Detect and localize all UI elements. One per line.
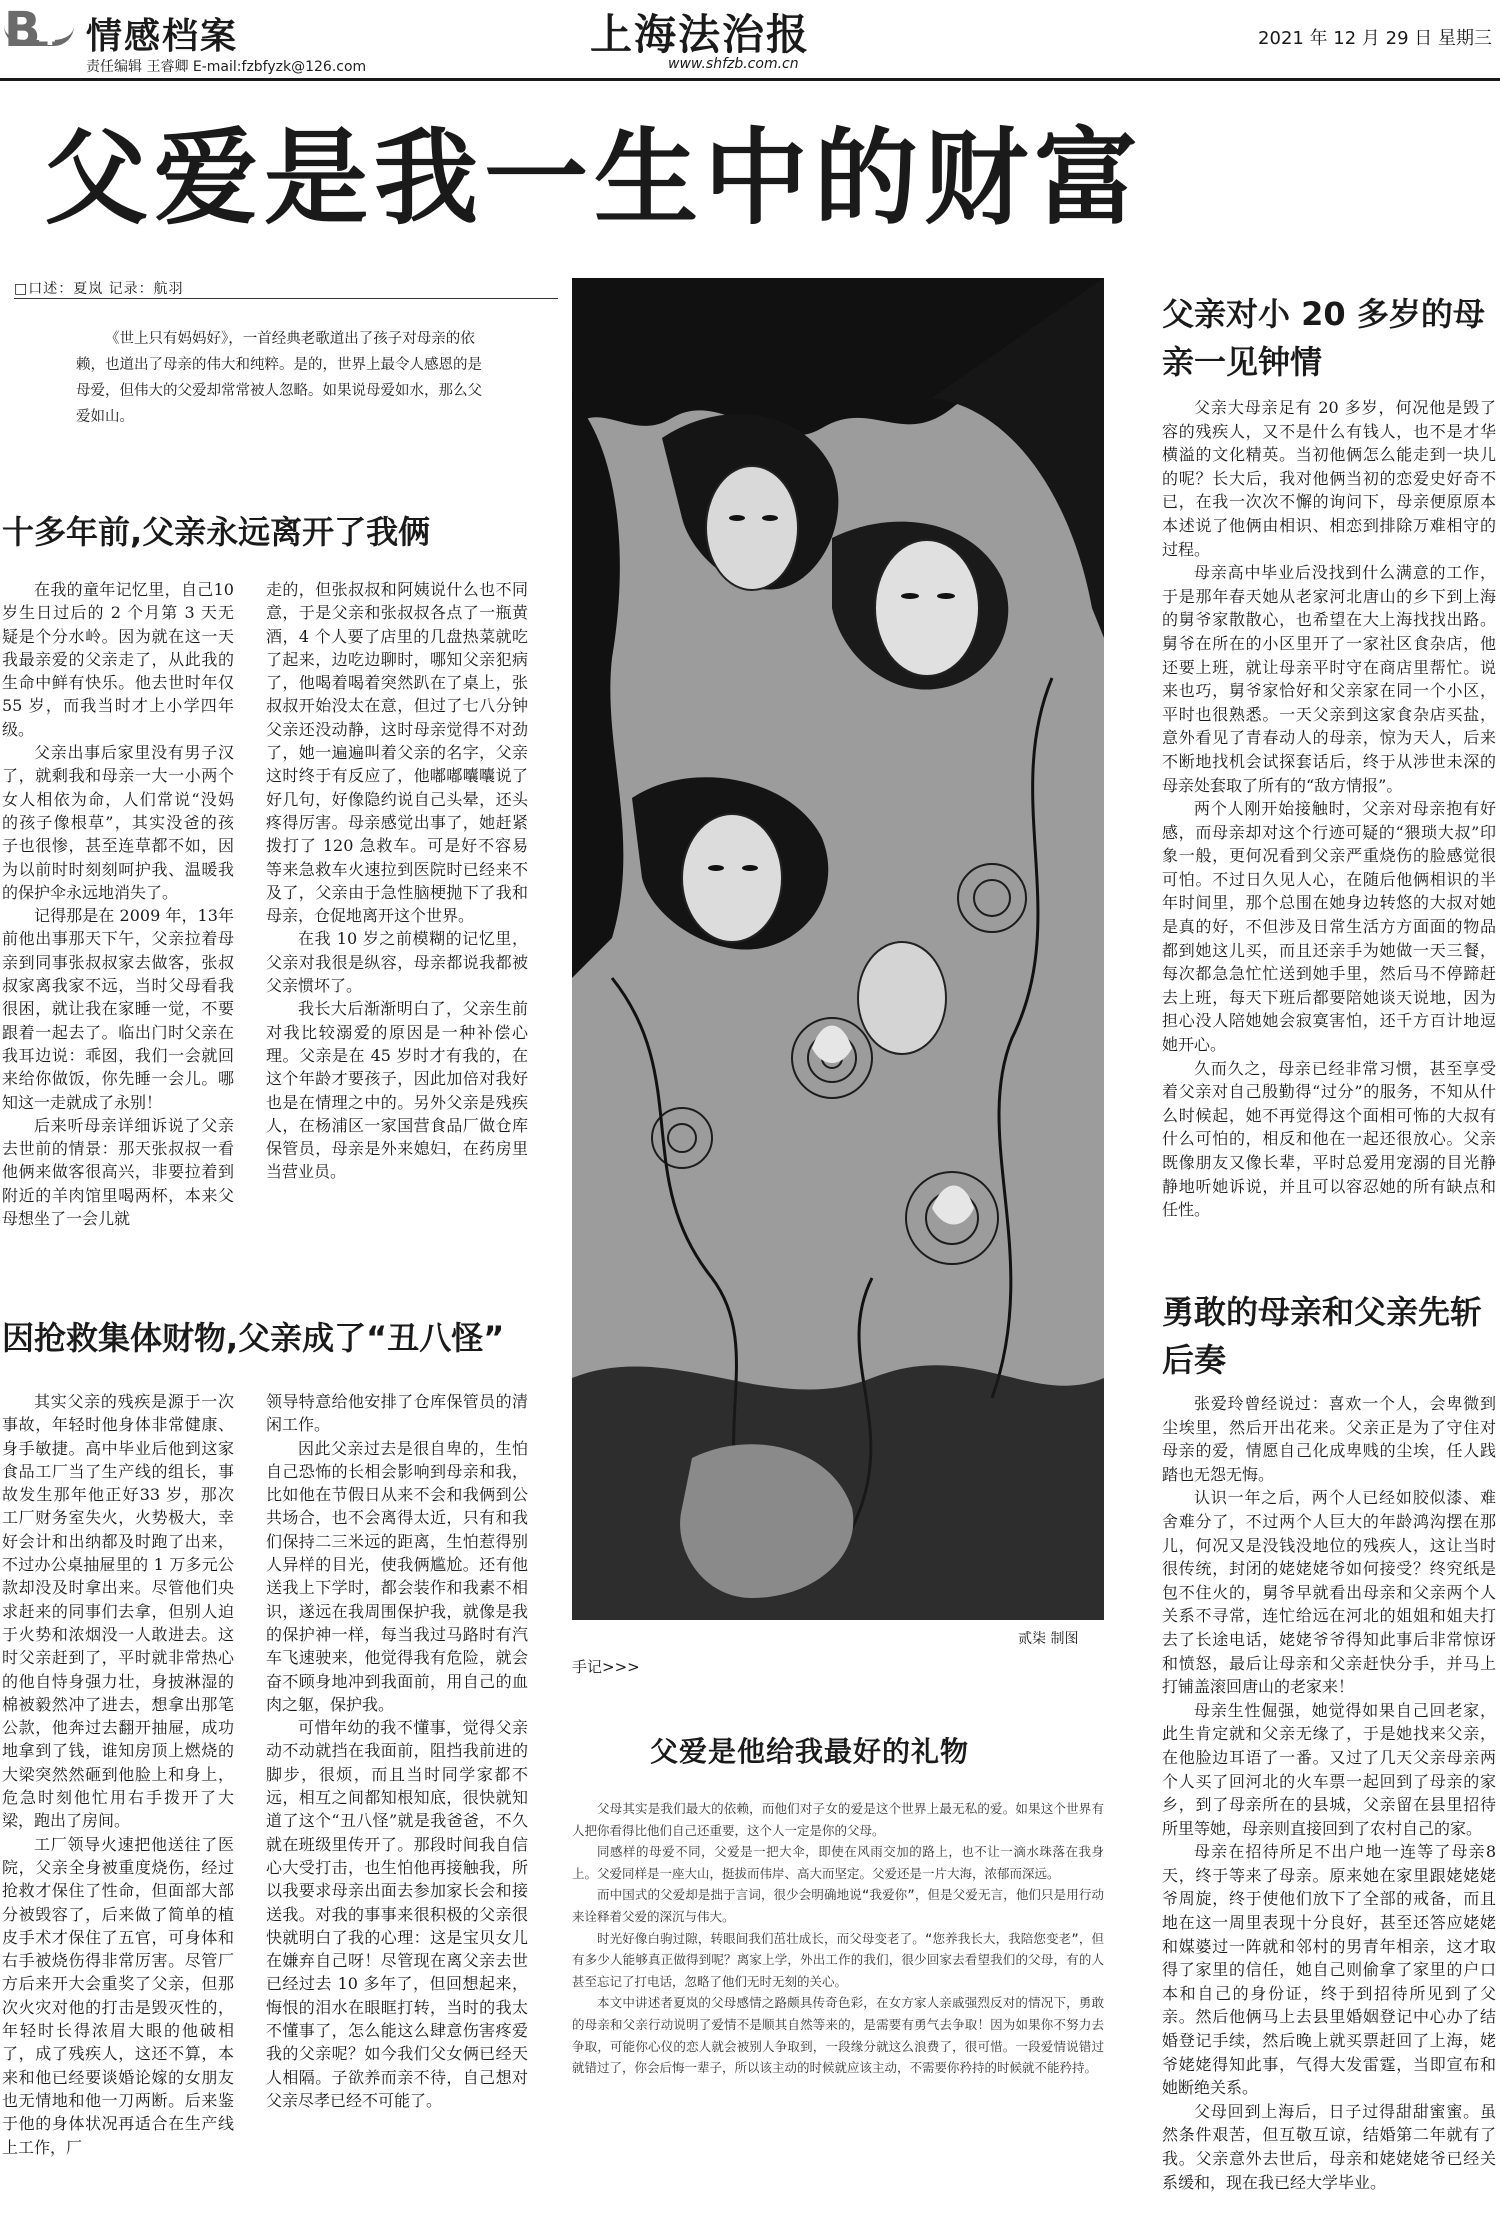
paragraph: 父母回到上海后，日子过得甜甜蜜蜜。虽然条件艰苦，但互敬互谅，结婚第二年就有了我。父亲意外去世后，母亲和姥姥姥爷已经关系缓和，现在我已经大学毕业。 bbox=[1162, 2101, 1496, 2192]
paragraph: 父母其实是我们最大的依赖，而他们对子女的爱是这个世界上最无私的爱。如果这个世界有人把你看得比他们自己还重要，这个人一定是你的父母。 bbox=[572, 1801, 1104, 1838]
article-title: 父爱是我一生中的财富 bbox=[44, 117, 1145, 239]
paragraph: 在我 10 岁之前模糊的记忆里，父亲对我很是纵容，母亲都说我都被父亲惯坏了。 bbox=[266, 929, 528, 996]
paragraph: 走的，但张叔叔和阿姨说什么也不同意，于是父亲和张叔叔各点了一瓶黄酒，4 个人要了店里的几盘热菜就吃了起来，边吃边聊时，哪知父亲犯病了，他喝着喝着突然趴在了桌上，张叔叔开始没太在意，但过了七八分钟父亲还没动静，这时母亲觉得不对劲了，她一遍遍叫着父亲的名字，父亲这时终于有反应了，他嘟嘟囔囔说了好几句，好像隐约说自己头晕，还头疼得厉害。母亲感觉出事了，她赶紧拨打了 120 急救车。可是好不容易等来急救车火速拉到医院时已经来不及了，父亲由于急性脑梗抛下了我和母亲，仓促地离开这个世界。 bbox=[266, 580, 528, 926]
paragraph: 因此父亲过去是很自卑的，生怕自己恐怖的长相会影响到母亲和我，比如他在节假日从来不会和我俩到公共场合，也不会离得太近，只有和我们保持二三米远的距离，生怕惹得别人异样的目光，使我俩尴尬。还有他送我上下学时，都会装作和我素不相识，遂远在我周围保护我，就像是我的保护神一样，每当我过马路时有汽车飞速驶来，他觉得我有危险，就会奋不顾身地冲到我面前，用自己的血肉之躯，保护我。 bbox=[266, 1438, 528, 1714]
page-letter: B bbox=[4, 2, 41, 58]
paragraph: 时光好像白驹过隙，转眼间我们茁壮成长，而父母变老了。“您养我长大，我陪您变老”，但有多少人能够真正做得到呢？离家上学，外出工作的我们，很少回家去看望我们的父母，有的人甚至忘记了打电话，忽略了他们无时无刻的关心。 bbox=[572, 1930, 1104, 1989]
paragraph: 而中国式的父爱却是拙于言词，很少会明确地说“我爱你”，但是父爱无言，他们只是用行动来诠释着父爱的深沉与伟大。 bbox=[572, 1887, 1104, 1924]
section-4-column bbox=[1162, 1392, 1496, 2194]
illustration bbox=[572, 278, 1104, 1620]
paragraph: 父亲大母亲足有 20 多岁，何况他是毁了容的残疾人，又不是什么有钱人，也不是才华横溢的文化精英。当初他俩怎么能走到一块儿的呢？长大后，我对他俩当初的恋爱史好奇不已，在我一次次不懈的询问下，母亲便原原本本述说了他俩由相识、相恋到排除万难相守的过程。 bbox=[1162, 398, 1496, 559]
article-intro: 《世上只有妈妈好》，一首经典老歌道出了孩子对母亲的依赖，也道出了母亲的伟大和纯粹。是的，世界上最令人感恩的是母爱，但伟大的父爱却常常被人忽略。如果说母爱如水，那么父爱如山。 bbox=[76, 331, 482, 425]
paragraph: 本文中讲述者夏岚的父母感情之路颇具传奇色彩，在女方家人亲戚强烈反对的情况下，勇敢的母亲和父亲行动说明了爱情不是顺其自然等来的，是需要有勇气去争取！因为如果你不努力去争取，可能你心仪的恋人就会被别人争取到，一段缘分就这么浪费了，很可惜。一段爱情说错过就错过了，你会后悔一辈子，所以该主动的时候就应该主动，不需要你矜持的时候就不能矜持。 bbox=[572, 1995, 1104, 2076]
paragraph: 母亲生性倔强，她觉得如果自己回老家，此生肯定就和父亲无缘了，于是她找来父亲，在他脸边耳语了一番。又过了几天父亲母亲两个人买了回河北的火车票一起回到了母亲的家乡，到了母亲所在的县城，父亲留在县里招待所里等她，母亲则直接回到了农村自己的家。 bbox=[1162, 1700, 1496, 1838]
masthead-url: www.shfzb.com.cn bbox=[668, 56, 799, 72]
paragraph: 领导特意给他安排了仓库保管员的清闲工作。 bbox=[266, 1392, 528, 1435]
paragraph: 两个人刚开始接触时，父亲对母亲抱有好感，而母亲却对这个行迹可疑的“猥琐大叔”印象一般，更何况看到父亲严重烧伤的脸感觉很可怕。不过日久见人心，在随后他俩相识的半年时间里，那个总围在她身边转悠的大叔对她是真的好，不但涉及日常生活方方面面的物品都到她这儿买，而且还亲手为她做一天三餐，每次都急急忙忙送到她手里，然后马不停蹄赶去上班，每天下班后都要陪她谈天说地，因为担心没人陪她她会寂寞害怕，还千方百计地逗她开心。 bbox=[1162, 799, 1496, 1055]
page-number-badge bbox=[4, 4, 74, 56]
byline: □口述：夏岚 记录：航羽 bbox=[14, 281, 184, 297]
page-number: 4 bbox=[38, 22, 57, 52]
issue-date: 2021 年 12 月 29 日 星期三 bbox=[1258, 28, 1492, 49]
paragraph: 记得那是在 2009 年，13年前他出事那天下午，父亲拉着母亲到同事张叔叔家去做客，张叔叔家离我家不远，当时父母看我很困，就让我在家睡一觉，不要跟着一起去了。临出门时父亲在我耳边说：乖囡，我们一会就回来给你做饭，你先睡一会儿。哪知这一走就成了永别！ bbox=[2, 906, 234, 1112]
section-3-column bbox=[1162, 396, 1496, 1222]
paragraph: 久而久之，母亲已经非常习惯，甚至享受着父亲对自己殷勤得“过分”的服务，不知从什么时候起，她不再觉得这个面相可怖的大叔有什么可怕的，相反和他在一起还很放心。父亲既像朋友又像长辈，平时总爱用宠溺的目光静静地听她诉说，并且可以容忍她的所有缺点和任性。 bbox=[1162, 1058, 1496, 1220]
paragraph: 母亲在招待所足不出户地一连等了母亲8 天，终于等来了母亲。原来她在家里跟姥姥姥爷周旋，终于使他们放下了全部的戒备，而且地在这一周里表现十分良好，甚至还答应姥姥和媒婆过一阵就和邻村的男青年相亲，这才取得了家里的信任，她自己则偷拿了家里的户口本和自己的身份证，终于到招待所见到了父亲。然后他俩马上去县里婚姻登记中心办了结婚登记手续，然后晚上就买票赶回了上海，姥爷姥姥得知此事，气得大发雷霆，当即宣布和她断绝关系。 bbox=[1162, 1842, 1496, 2098]
paragraph: 后来听母亲详细诉说了父亲去世前的情景：那天张叔叔一看他俩来做客很高兴，非要拉着到附近的羊肉馆里喝两杯，本来父母想坐了一会儿就 bbox=[2, 1115, 234, 1229]
section-heading-2: 因抢救集体财物,父亲成了“丑八怪” bbox=[2, 1319, 505, 1357]
paragraph: 其实父亲的残疾是源于一次事故，年轻时他身体非常健康、身手敏捷。高中毕业后他到这家食品工厂当了生产线的组长，事故发生那年他正好33 岁，那次工厂财务室失火，火势极大，幸好会计和出纳都及时跑了出来，不过办公桌抽屉里的 1 万多元公款却没及时拿出来。尽管他们央求赶来的同事们去拿，但别人迫于火势和浓烟没一人敢进去。这时父亲赶到了，平时就非常热心的他自恃身强力壮，身披淋湿的棉被毅然冲了进去，想拿出那笔公款，他奔过去翻开抽屉，成功地拿到了钱，谁知房顶上燃烧的大梁突然然砸到他脸上和身上，危急时刻他忙用右手拨开了大梁，跑出了房间。 bbox=[2, 1392, 234, 1831]
section-2-column-1 bbox=[2, 1390, 234, 2159]
essay-body bbox=[572, 1798, 1104, 2079]
section-heading-3: 父亲对小 20 多岁的母亲一见钟情 bbox=[1162, 295, 1485, 381]
essay-kicker: 手记>>> bbox=[572, 1658, 640, 1676]
section-name: 情感档案 bbox=[86, 16, 239, 57]
editor-credit: 责任编辑 王睿卿 E-mail:fzbfyzk@126.com bbox=[86, 59, 367, 75]
essay-title: 父爱是他给我最好的礼物 bbox=[650, 1735, 970, 1768]
paragraph: 张爱玲曾经说过：喜欢一个人，会卑微到尘埃里，然后开出花来。父亲正是为了守住对母亲的爱，情愿自己化成卑贱的尘埃，任人践踏也无怨无悔。 bbox=[1162, 1394, 1496, 1484]
byline-divider bbox=[14, 298, 558, 299]
masthead-logo: 上海法治报 bbox=[590, 10, 811, 59]
section-heading-1: 十多年前,父亲永远离开了我俩 bbox=[2, 513, 431, 551]
paragraph: 认识一年之后，两个人已经如胶似漆、难舍难分了，不过两个人巨大的年龄鸿沟摆在那儿，何况又是没钱没地位的残疾人，这让当时很传统，封闭的姥姥姥爷如何接受？终究纸是包不住火的，舅爷早就看出母亲和父亲两个人关系不寻常，连忙给远在河北的姐姐和姐夫打去了长途电话，姥姥爷爷得知此事后非常惊讶和愤怒，最后让母亲和父亲赶快分手，并马上打铺盖滚回唐山的老家来！ bbox=[1162, 1488, 1496, 1697]
paragraph: 母亲高中毕业后没找到什么满意的工作，于是那年春天她从老家河北唐山的乡下到上海的舅爷家散散心，也希望在大上海找找出路。舅爷在所在的小区里开了一家社区食杂店，他还要上班，就让母亲平时守在商店里帮忙。说来也巧，舅爷家恰好和父亲家在同一个小区，平时也很熟悉。一天父亲到这家食杂店买盐，意外看见了青春动人的母亲，惊为天人，后来不断地找机会试探套话后，终于从涉世未深的母亲处套取了所有的“敌方情报”。 bbox=[1162, 563, 1496, 795]
paragraph: 同感样的母爱不同，父爱是一把大伞，即使在风雨交加的路上，也不让一滴水珠落在我身上。父爱同样是一座大山，挺拔而伟岸、高大而坚定。父爱还是一片大海，浓郁而深远。 bbox=[572, 1844, 1104, 1881]
header-divider bbox=[0, 78, 1500, 81]
illustration-artwork bbox=[572, 278, 1104, 1620]
paragraph: 我长大后渐渐明白了，父亲生前对我比较溺爱的原因是一种补偿心理。父亲是在 45 岁时才有我的，在这个年龄才要孩子，因此加倍对我好也是在情理之中的。另外父亲是残疾人，在杨浦区一家国营食品厂做仓库保管员，母亲是外来媳妇，在药房里当营业员。 bbox=[266, 999, 528, 1182]
illustration-credit: 贰柒 制图 bbox=[1018, 1631, 1079, 1647]
paragraph: 工厂领导火速把他送往了医院，父亲全身被重度烧伤，经过抢救才保住了性命，但面部大部分被毁容了，后来做了简单的植皮手术才保住了五官，可身体和右手被烧伤得非常厉害。尽管厂方后来开大会重奖了父亲，但那次火灾对他的打击是毁灭性的，年轻时长得浓眉大眼的他破相了，成了残疾人，这还不算，本来和他已经要谈婚论嫁的女朋友也无情地和他一刀两断。后来鉴于他的身体状况再适合在生产线上工作，厂 bbox=[2, 1834, 234, 2157]
section-1-column-2 bbox=[266, 578, 528, 1184]
section-heading-4: 勇敢的母亲和父亲先斩后奏 bbox=[1162, 1293, 1483, 1379]
paragraph: 父亲出事后家里没有男子汉了，就剩我和母亲一大一小两个女人相依为命，人们常说“没妈的孩子像根草”，其实没爸的孩子也很惨，甚至连草都不如，因为以前时时刻刻呵护我、温暖我的保护伞永远地消失了。 bbox=[2, 743, 234, 902]
paragraph: 可惜年幼的我不懂事，觉得父亲动不动就挡在我面前，阻挡我前进的脚步，很烦，而且当时同学家都不远，相互之间都知根知底，很快就知道了这个“丑八怪”就是我爸爸，不久就在班级里传开了。那段时间我自信心大受打击，也生怕他再接触我，所以我要求母亲出面去参加家长会和接送我。对我的事事来很积极的父亲很快就明白了我的心理：这是宝贝女儿在嫌弃自己呀！尽管现在离父亲去世已经过去 10 多年了，但回想起来，悔恨的泪水在眼眶打转，当时的我太不懂事了，怎么能这么肆意伤害疼爱我的父亲呢？如今我们父女俩已经天人相隔。子欲养而亲不待，自己想对父亲尽孝已经不可能了。 bbox=[266, 1718, 528, 2110]
section-2-column-2 bbox=[266, 1390, 528, 2112]
section-1-column-1 bbox=[2, 578, 234, 1230]
paragraph: 在我的童年记忆里，自己10 岁生日过后的 2 个月第 3 天无疑是个分水岭。因为就在这一天我最亲爱的父亲走了，从此我的生命中鲜有快乐。他去世时年仅 55 岁，而我当时才上小学四年级。 bbox=[2, 580, 234, 739]
